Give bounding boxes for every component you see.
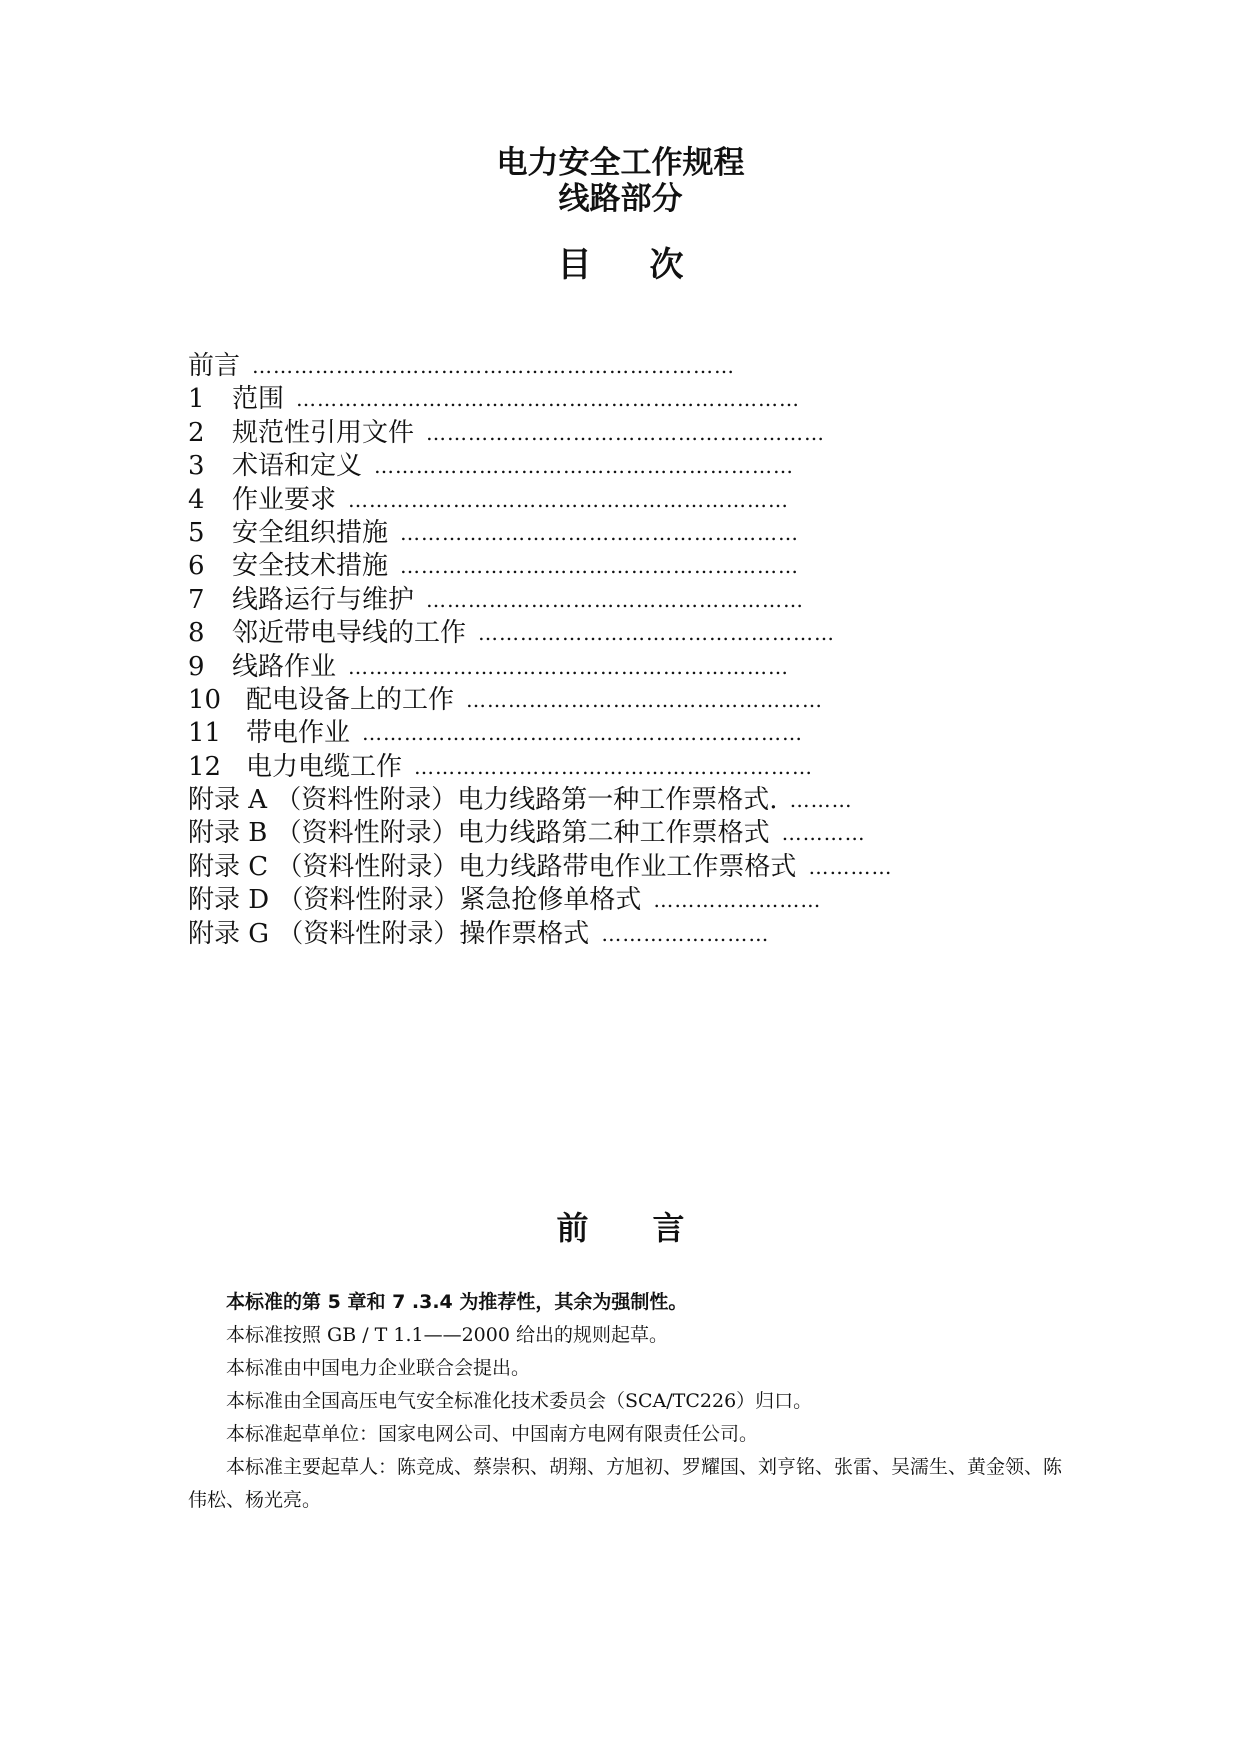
toc-leader: ……………………: [601, 921, 770, 946]
preface-paragraph: 本标准主要起草人：陈竞成、蔡崇积、胡翔、方旭初、罗耀国、刘亨铭、张雷、吴濡生、黄金领、陈伟松、杨光亮。: [188, 1456, 1063, 1511]
toc-item-9[interactable]: [188, 651, 1018, 684]
toc-item-10[interactable]: [188, 684, 1018, 717]
toc-leader: ……………………………………………………………: [252, 354, 736, 378]
toc-heading: 目次: [557, 245, 742, 285]
document-subtitle: 线路部分: [558, 181, 683, 217]
toc-leader: …………: [781, 821, 866, 846]
toc-number: 9: [188, 651, 205, 682]
toc-leader: …………………………………………………: [400, 554, 800, 579]
toc-label: 邻近带电导线的工作: [232, 618, 467, 649]
preface-paragraph: 本标准由全国高压电气安全标准化技术委员会（SCA/TC226）归口。: [226, 1390, 813, 1412]
toc-item-preface[interactable]: [188, 350, 1018, 383]
toc-label: 带电作业: [246, 718, 351, 749]
toc-item-4[interactable]: [188, 484, 1018, 517]
toc-item-8[interactable]: [188, 617, 1018, 650]
toc-label: 规范性引用文件: [232, 417, 415, 448]
toc-label: 附录 C （资料性附录）电力线路带电作业工作票格式: [188, 851, 797, 882]
preface-paragraph: 本标准的第 5 章和 7 .3.4 为推荐性，其余为强制性。: [226, 1291, 688, 1313]
toc-number: 8: [188, 618, 205, 649]
toc-item-appendix-d[interactable]: [188, 884, 1018, 917]
toc-item-appendix-b[interactable]: [188, 817, 1018, 850]
toc-leader: ………………………………………………………: [348, 654, 790, 679]
toc-label: 附录 G （资料性附录）操作票格式: [188, 918, 590, 949]
toc-number: 7: [188, 584, 205, 615]
toc-item-5[interactable]: [188, 517, 1018, 550]
toc-label: 范围: [232, 384, 285, 415]
toc-number: 6: [188, 551, 205, 582]
toc-leader: ………………………………………………………………: [296, 387, 801, 412]
toc-item-1[interactable]: [188, 383, 1018, 416]
toc-item-11[interactable]: [188, 717, 1018, 750]
toc-leader: …………: [808, 854, 893, 879]
toc-leader: ………………………………………………: [426, 587, 805, 612]
toc-label: 附录 D （资料性附录）紧急抢修单格式: [188, 885, 642, 916]
toc-item-12[interactable]: [188, 751, 1018, 784]
toc-number: 10: [188, 684, 222, 715]
toc-label: 线路运行与维护: [232, 584, 415, 615]
toc-leader: ………: [789, 788, 853, 813]
preface-paragraph: 本标准起草单位：国家电网公司、中国南方电网有限责任公司。: [226, 1423, 759, 1445]
toc-number: 5: [188, 517, 205, 548]
toc-number: 12: [188, 751, 222, 782]
toc-label: 线路作业: [232, 651, 337, 682]
toc-leader: ……………………: [653, 888, 822, 913]
toc-number: 1: [188, 384, 205, 415]
preface-body: [188, 1286, 1068, 1517]
toc-label: 电力电缆工作: [246, 751, 403, 782]
toc-label: 前言: [188, 351, 241, 381]
preface-paragraph: 本标准由中国电力企业联合会提出。: [226, 1357, 531, 1379]
toc-leader: ……………………………………………: [478, 621, 836, 646]
toc-item-6[interactable]: [188, 550, 1018, 583]
toc-leader: …………………………………………………: [426, 420, 826, 445]
toc-label: 安全组织措施: [232, 517, 389, 548]
toc-leader: ……………………………………………………: [374, 454, 795, 479]
toc-number: 11: [188, 718, 222, 749]
toc-label: 附录 A （资料性附录）电力线路第一种工作票格式.: [188, 785, 778, 816]
toc-label: 安全技术措施: [232, 551, 389, 582]
toc-label: 作业要求: [232, 484, 337, 515]
toc-label: 附录 B （资料性附录）电力线路第二种工作票格式: [188, 818, 770, 849]
table-of-contents: [188, 350, 1018, 951]
toc-leader: ……………………………………………: [466, 687, 824, 712]
toc-item-3[interactable]: [188, 450, 1018, 483]
toc-leader: …………………………………………………: [400, 520, 800, 545]
toc-leader: ………………………………………………………: [348, 487, 790, 512]
toc-item-appendix-c[interactable]: [188, 851, 1018, 884]
toc-number: 4: [188, 484, 205, 515]
preface-heading: 前言: [556, 1209, 749, 1247]
toc-item-7[interactable]: [188, 584, 1018, 617]
toc-leader: …………………………………………………: [414, 754, 814, 779]
toc-number: 3: [188, 451, 205, 482]
toc-label: 配电设备上的工作: [246, 684, 455, 715]
toc-number: 2: [188, 417, 205, 448]
toc-item-appendix-g[interactable]: [188, 918, 1018, 951]
toc-item-2[interactable]: [188, 417, 1018, 450]
toc-item-appendix-a[interactable]: [188, 784, 1018, 817]
toc-label: 术语和定义: [232, 451, 363, 482]
preface-paragraph: 本标准按照 GB / T 1.1——2000 给出的规则起草。: [226, 1324, 668, 1346]
document-title: 电力安全工作规程: [496, 145, 745, 181]
toc-leader: ………………………………………………………: [362, 721, 804, 746]
